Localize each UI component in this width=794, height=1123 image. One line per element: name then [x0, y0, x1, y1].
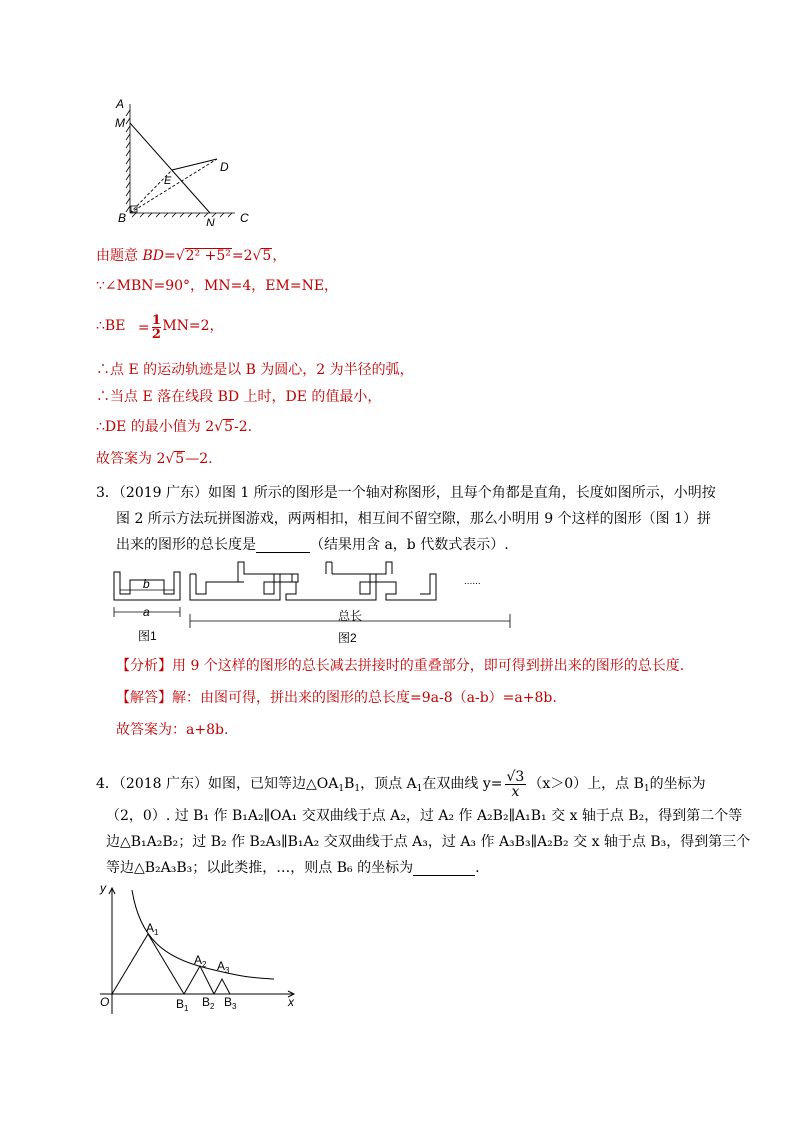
- answer-blank[interactable]: [256, 538, 310, 553]
- y-axis-label: y: [100, 881, 106, 895]
- total-length-label: 总长: [338, 609, 363, 623]
- svg-text:A1: [146, 921, 159, 937]
- solution-line-be: ∴BE = $\frac{1}{2}$ MN=2，: [96, 313, 224, 342]
- label-a2: A: [194, 953, 203, 967]
- label-a1-sub: 1: [154, 928, 159, 937]
- fig1-caption: 图1: [138, 629, 157, 643]
- solution-line-given: ∵∠MBN=90°，MN=4，EM=NE，: [96, 278, 339, 294]
- label-b: B: [118, 211, 127, 225]
- label-b1-sub: 1: [184, 1004, 189, 1013]
- question-4-line-3: 边△B₁A₂B₂；过 B₂ 作 B₂A₃∥B₁A₂ 交双曲线于点 A₃，过 A₃ 作 A₃B₃∥A₂B₂ 交 x 轴于点 B₃，得到第三个: [106, 834, 751, 850]
- solution-line-trajectory: ∴点 E 的运动轨迹是以 B 为圆心，2 为半径的弧，: [96, 362, 414, 378]
- solution-line-bd: 由题意 BD=√2² +5²=2√5，: [96, 248, 287, 264]
- svg-text:A2: [194, 953, 207, 969]
- label-a: A: [116, 97, 125, 111]
- svg-text:B2: [202, 995, 215, 1011]
- label-e: E: [164, 175, 172, 187]
- label-m: M: [115, 116, 125, 130]
- label-b2: B: [202, 995, 211, 1009]
- question-3-line-2: 图 2 所示方法玩拼图游戏，两两相扣，相互间不留空隙，那么小明用 9 个这样的图形（图 1）拼: [116, 511, 711, 527]
- answer-blank-b6[interactable]: [413, 861, 475, 876]
- label-b3-sub: 3: [232, 1002, 237, 1011]
- label-a1: A: [146, 921, 155, 935]
- label-b1: B: [176, 997, 185, 1011]
- hyperbola-fraction: $\frac{√3}{x}$: [506, 768, 525, 800]
- label-c: C: [240, 211, 249, 225]
- solution-line-answer: 故答案为 2√5—2.: [96, 451, 213, 467]
- q3-analysis: 【分析】用 9 个这样的图形的总长减去拼接时的重叠部分，即可得到拼出来的图形的总长度.: [116, 658, 685, 674]
- question-4-line-4: 等边△B₂A₃B₃；以此类推，…，则点 B₆ 的坐标为 .: [106, 860, 480, 876]
- svg-text:B3: [224, 995, 237, 1011]
- solution-line-min-condition: ∴当点 E 落在线段 BD 上时，DE 的值最小，: [96, 389, 382, 405]
- q3-answer: 【解答】解：由图可得，拼出来的图形的总长度=9a-8（a-b）=a+8b.: [116, 690, 557, 706]
- geometry-figure-mbn: [110, 96, 260, 226]
- label-a2-sub: 2: [202, 960, 207, 969]
- label-b2-sub: 2: [210, 1002, 215, 1011]
- hyperbola-triangles-figure: [96, 880, 316, 1020]
- question-4-line-2: （2，0）. 过 B₁ 作 B₁A₂∥OA₁ 交双曲线于点 A₂，过 A₂ 作 A₂B₂∥A₁B₁ 交 x 轴于点 B₂，得到第二个等: [106, 808, 743, 824]
- svg-text:B1: [176, 997, 189, 1013]
- solution-line-min-value: ∴DE 的最小值为 2√5-2.: [96, 419, 253, 435]
- question-3-line-1: 3．（2019 广东）如图 1 所示的图形是一个轴对称图形，且每个角都是直角，长度如图所示，小明按: [96, 485, 716, 501]
- label-n: N: [206, 216, 215, 226]
- label-a3-sub: 3: [225, 966, 230, 975]
- svg-text:A3: [217, 959, 230, 975]
- x-axis-label: x: [288, 995, 294, 1009]
- dim-b-label: b: [143, 577, 150, 591]
- q3-final-answer: 故答案为：a+8b.: [116, 722, 229, 738]
- question-3-line-3: 出来的图形的总长度是 （结果用含 a，b 代数式表示）.: [116, 537, 509, 553]
- puzzle-figure: [110, 560, 520, 650]
- fig2-caption: 图2: [338, 631, 357, 645]
- dim-a-label: a: [143, 605, 150, 619]
- continuation-dots: ......: [464, 576, 481, 587]
- question-4-line-1: 4．（2018 广东）如图，已知等边$\triangle OA_1B_1$，顶点 $A_1$在双曲线 y= $\frac{√3}{x}$ （x＞0）上，点 $B_1$的坐标为: [96, 768, 706, 800]
- origin-label: O: [100, 995, 110, 1009]
- label-d: D: [220, 160, 229, 174]
- label-a3: A: [217, 959, 226, 973]
- label-b3: B: [224, 995, 233, 1009]
